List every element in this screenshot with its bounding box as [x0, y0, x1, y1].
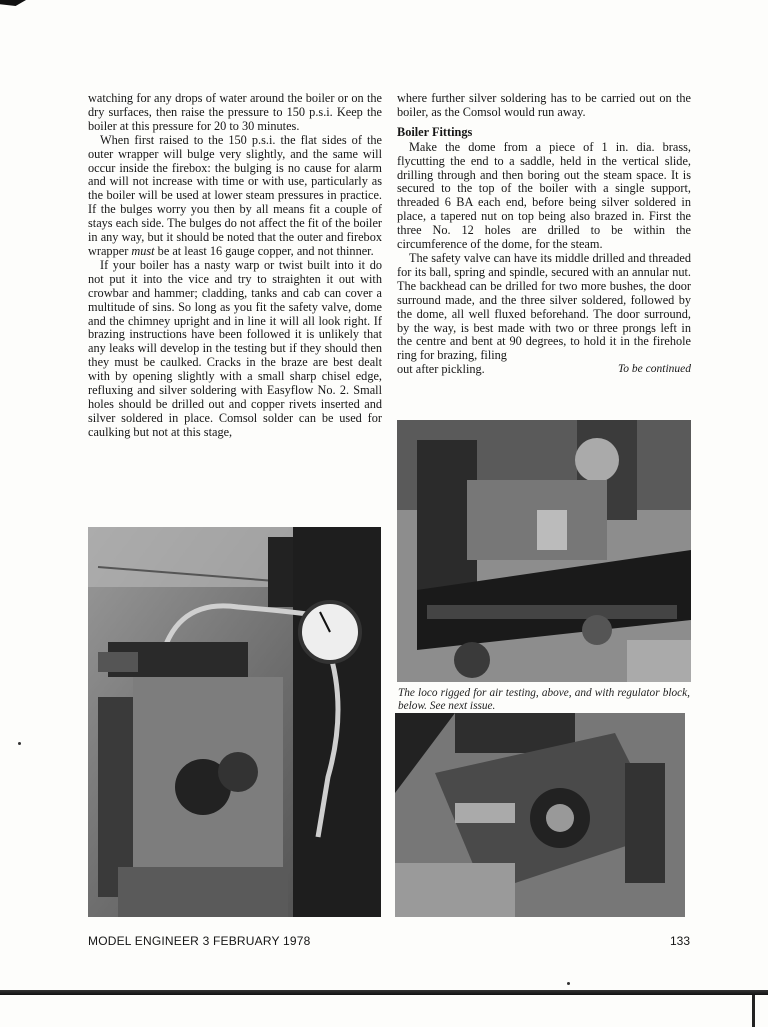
article-left-column: [88, 92, 382, 440]
article-right-column: [397, 92, 691, 377]
paragraph: The safety valve can have its middle drilled and threaded for its ball, spring and spindle, secured with an annular nut. The backhead can be drilled for two more bushes, the door surround made, and the three silver soldered, followed by the dome, all well fluxed beforehand. The door surround, by the way, is best made with two or three prongs left in the centre and bent at 90 degrees, to hold it in the firehole ring for brazing, filing: [397, 250, 691, 363]
scan-speck: [567, 982, 570, 985]
paragraph: [88, 134, 382, 259]
continued-note: To be continued: [617, 363, 691, 376]
closing-line: [397, 363, 691, 377]
paragraph: where further silver soldering has to be carried out on the boiler, as the Comsol would run away.: [397, 91, 691, 119]
footer-publication: MODEL ENGINEER 3 FEBRUARY 1978: [88, 934, 311, 948]
photo-loco-air-testing: [397, 420, 691, 682]
paragraph-last-line: out after pickling.: [397, 362, 485, 377]
scan-speck: [18, 742, 21, 745]
paragraph-text: be at least 16 gauge copper, and not thinner.: [154, 243, 374, 258]
scan-bottom-rule: [0, 990, 768, 995]
photo-boiler-pressure-test: [88, 527, 381, 917]
section-heading: Boiler Fittings: [397, 124, 473, 139]
paragraph: Make the dome from a piece of 1 in. dia. brass, flycutting the end to a saddle, held in the vertical slide, drilling through and then boring out the steam space. It is secured to the top of the boiler with a single support, threaded 6 BA each end, before being silver soldered in place, a tapered nut on top being also brazed in. First the three No. 12 holes are drilled to be within the circumference of the dome, for the steam.: [397, 139, 691, 252]
scan-corner-mark: [0, 0, 26, 6]
photo-regulator-block: [395, 713, 685, 917]
emphasis-text: must: [131, 243, 155, 258]
scan-edge-mark: [752, 995, 755, 1027]
photo-caption: The loco rigged for air testing, above, and with regulator block, below. See next issue.: [398, 687, 690, 712]
paragraph: watching for any drops of water around the boiler or on the dry surfaces, then raise the pressure to 150 p.s.i. Keep the boiler at this pressure for 20 to 30 minutes.: [88, 91, 382, 133]
page-number: 133: [670, 934, 691, 948]
paragraph-text: When first raised to the 150 p.s.i. the flat sides of the outer wrapper will bulge very slightly, and the same will occur inside the firebox: the bulging is no cause for alarm and will not increase with time or with use, particularly as the boiler will be used at lower steam pressures in practice. If the bulges worry you then by all means fit a couple of stays each side. The bulges do not affect the fit of the boiler in any way, but it should be noted that the outer and firebox wrapper: [88, 132, 382, 258]
paragraph: If your boiler has a nasty warp or twist built into it do not put it into the vice and try to straighten it out with crowbar and hammer; cladding, tanks and cab can cover a multitude of sins. So long as you fit the safety valve, dome and the chimney upright and in line it will all look right. If brazing instructions have been followed it is unlikely that any leaks will develop in the testing but if they should then they must be caulked. Cracks in the braze are best dealt with by opening slightly with a small sharp chisel edge, refluxing and silver soldering with Easyflow No. 2. Small holes should be drilled out and copper rivets inserted and silver soldered in place. Comsol solder can be used for caulking but not at this stage,: [88, 257, 382, 439]
